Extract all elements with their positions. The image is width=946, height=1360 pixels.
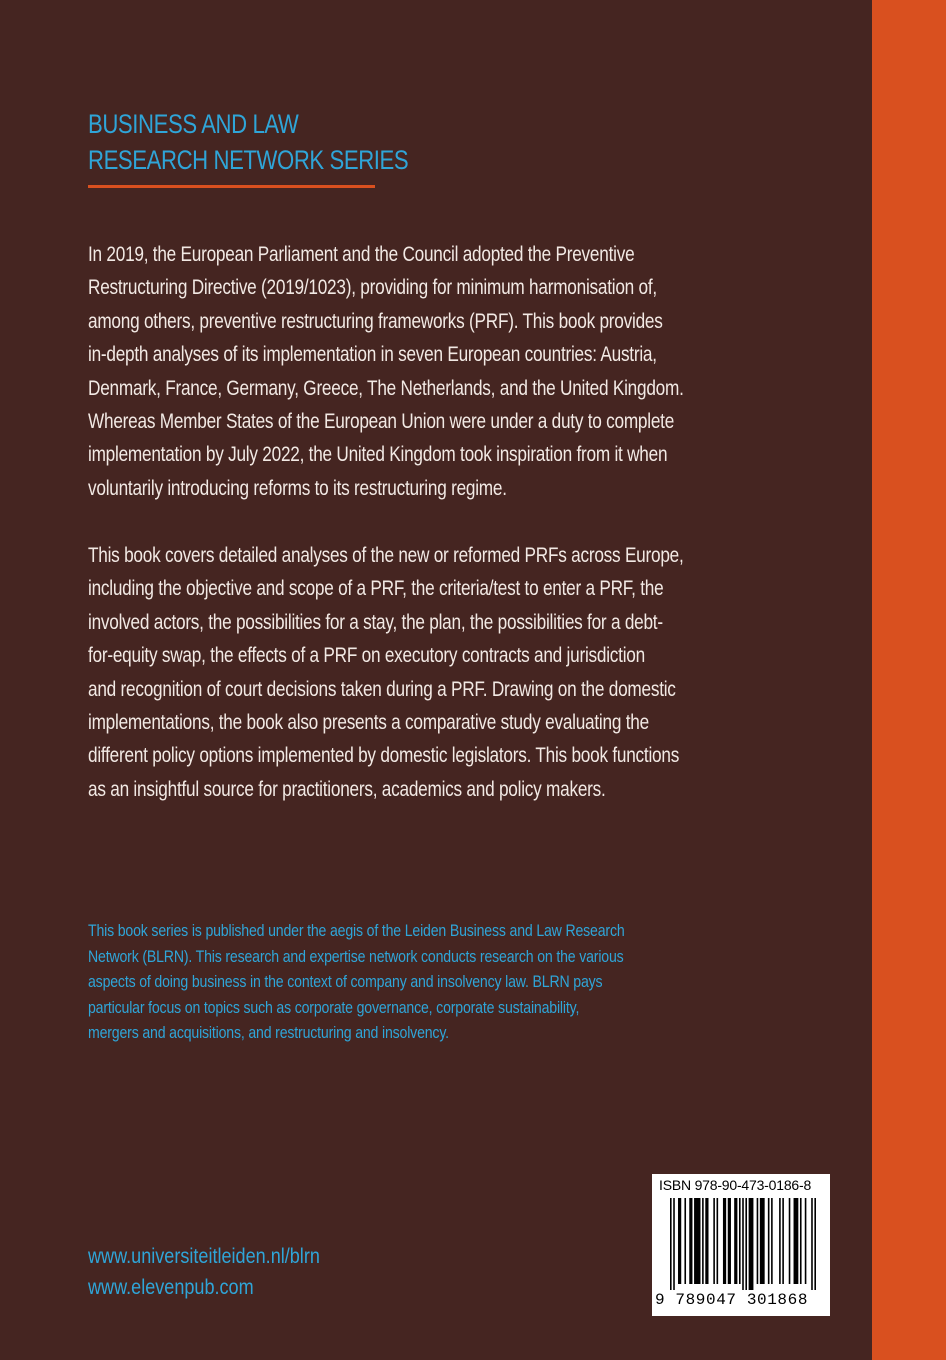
barcode-bar [745, 1198, 747, 1290]
paragraph-line: among others, preventive restructuring frameworks (PRF). This book provides [88, 309, 663, 333]
paragraph-line: This book covers detailed analyses of the new or reformed PRFs across Europe, [88, 544, 684, 567]
paragraph-line: implementations, the book also presents a comparative study evaluating the [88, 711, 649, 735]
barcode-bar [760, 1198, 765, 1284]
barcode-bar [805, 1198, 807, 1284]
barcode-bar [749, 1198, 754, 1290]
paragraph-line: as an insightful source for practitioners, academics and policy makers. [88, 777, 606, 801]
series-note-line: mergers and acquisitions, and restructuring and insolvency. [88, 1023, 449, 1043]
paragraph-line: Denmark, France, Germany, Greece, The Netherlands, and the United Kingdom. [88, 376, 684, 400]
barcode-bar [705, 1198, 708, 1284]
barcode-bar [678, 1198, 681, 1284]
paragraph-line: different policy options implemented by domestic legislators. This book functions [88, 744, 680, 768]
barcode-bar [811, 1198, 813, 1290]
paragraph-line: involved actors, the possibilities for a stay, the plan, the possibilities for a debt- [88, 610, 663, 634]
paragraph-line: In 2019, the European Parliament and the Council adopted the Preventive [88, 243, 635, 266]
barcode-bar [713, 1198, 715, 1284]
barcode-bar [670, 1198, 672, 1290]
isbn-label: ISBN 978-90-473-0186-8 [659, 1177, 812, 1193]
description-paragraph-1 [88, 238, 711, 505]
barcode-bar [684, 1198, 686, 1284]
series-note [88, 918, 719, 1046]
url-universiteitleiden[interactable]: www.universiteitleiden.nl/blrn [88, 1245, 320, 1268]
paragraph-line: Restructuring Directive (2019/1023), providing for minimum harmonisation of, [88, 276, 657, 300]
barcode-bar [757, 1198, 759, 1284]
series-title-line-1: BUSINESS AND LAW [88, 109, 299, 139]
barcode-bar [702, 1198, 704, 1284]
series-title [88, 106, 432, 178]
barcode-digits: 9 789047 301868 [655, 1291, 809, 1309]
description-paragraph-2 [88, 539, 711, 806]
paragraph-line: in-depth analyses of its implementation in seven European countries: Austria, [88, 343, 657, 367]
isbn-barcode [652, 1174, 830, 1316]
barcode-bar [779, 1198, 781, 1284]
title-underline [88, 185, 375, 188]
barcode-bar [673, 1198, 675, 1290]
series-note-line: This book series is published under the aegis of the Leiden Business and Law Research [88, 921, 625, 940]
paragraph-line: implementation by July 2022, the United Kingdom took inspiration from it when [88, 443, 668, 467]
barcode-bar [728, 1198, 731, 1284]
barcode-bar [768, 1198, 770, 1284]
barcode-bar [723, 1198, 726, 1284]
barcode-bar [694, 1198, 700, 1284]
barcode-bar [689, 1198, 692, 1284]
barcode-bar [739, 1198, 741, 1284]
barcode-bar [771, 1198, 773, 1284]
barcode-bars [670, 1198, 816, 1290]
barcode-bar [742, 1198, 744, 1290]
barcode-bar [800, 1198, 802, 1284]
paragraph-line: including the objective and scope of a PRF, the criteria/test to enter a PRF, the [88, 577, 664, 601]
paragraph-line: for-equity swap, the effects of a PRF on executory contracts and jurisdiction [88, 644, 645, 668]
barcode-bar [789, 1198, 791, 1284]
barcode-bar [814, 1198, 816, 1290]
barcode-bar [794, 1198, 799, 1284]
orange-spine-stripe [872, 0, 946, 1360]
website-links [88, 1241, 320, 1303]
series-title-line-2: RESEARCH NETWORK SERIES [88, 145, 409, 175]
url-elevenpub[interactable]: www.elevenpub.com [88, 1276, 254, 1299]
paragraph-line: Whereas Member States of the European Union were under a duty to complete [88, 410, 675, 434]
series-note-line: particular focus on topics such as corporate governance, corporate sustainability, [88, 997, 580, 1017]
series-note-line: aspects of doing business in the context of company and insolvency law. BLRN pays [88, 972, 603, 992]
barcode-bar [717, 1198, 719, 1284]
barcode-bar [734, 1198, 737, 1284]
paragraph-line: and recognition of court decisions taken during a PRF. Drawing on the domestic [88, 677, 676, 701]
paragraph-line: voluntarily introducing reforms to its restructuring regime. [88, 476, 507, 500]
series-note-line: Network (BLRN). This research and expertise network conducts research on the various [88, 946, 624, 966]
barcode-bar [782, 1198, 784, 1284]
